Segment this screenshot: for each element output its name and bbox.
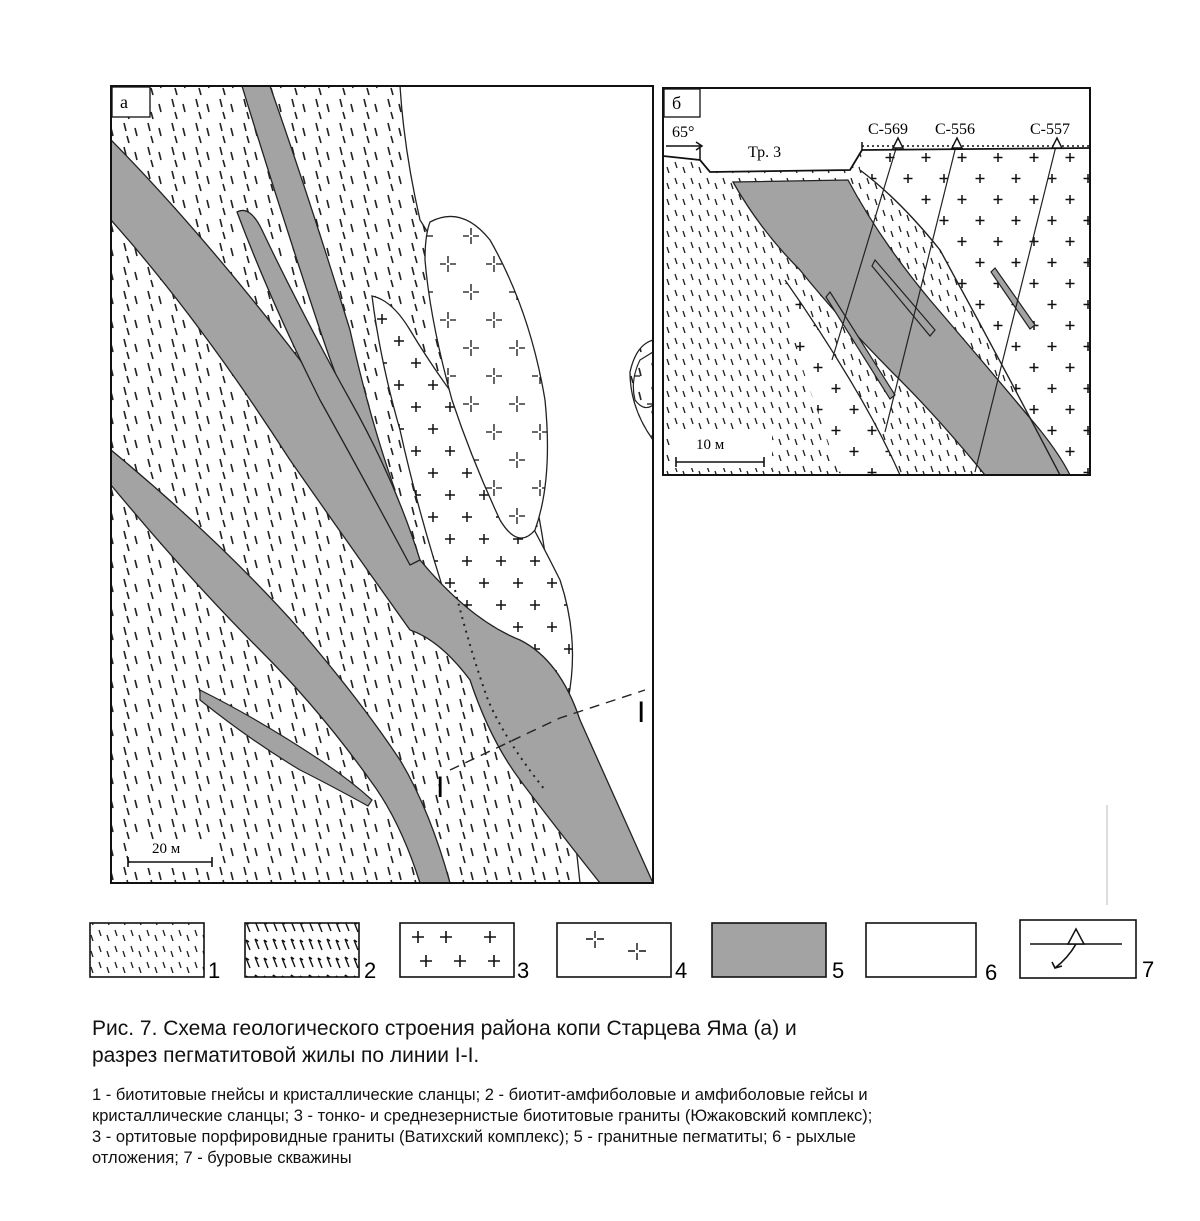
legend-item-1	[90, 923, 220, 983]
legend-item-7	[1020, 920, 1154, 982]
section-panel	[663, 88, 1090, 475]
trench-label: Тр. 3	[748, 144, 782, 161]
map-label-box	[112, 87, 150, 117]
caption-title-line-1: Рис. 7. Схема геологического строения района копи Старцева Яма (а) и	[92, 1017, 797, 1040]
section-scale-label: 10 м	[696, 437, 725, 453]
caption-title-line-2: разрез пегматитовой жилы по линии I-I.	[92, 1044, 480, 1067]
legend-item-2	[245, 923, 376, 983]
legend-item-3	[400, 923, 529, 983]
figure-caption-legend	[92, 1085, 1172, 1169]
legend-item-5	[712, 923, 844, 983]
legend-swatch-5	[712, 923, 826, 977]
caption-legend-line-3: 3 - ортитовые порфировидные граниты (Ватихский комплекс); 5 - гранитные пегматиты; 6 - рыхлые	[92, 1128, 856, 1146]
caption-legend-line-1: 1 - биотитовые гнейсы и кристаллические сланцы; 2 - биотит-амфиболовые и амфиболовые гейсы и	[92, 1086, 868, 1104]
legend-swatch-3	[400, 923, 514, 977]
borehole-label-c569: С-569	[868, 121, 908, 138]
section-label-box	[664, 89, 700, 117]
legend-number-5: 5	[832, 958, 845, 983]
section-marker-left: I	[436, 771, 445, 804]
section-label: б	[672, 93, 682, 113]
legend-number-1: 1	[208, 958, 221, 983]
legend-number-2: 2	[364, 958, 377, 983]
legend-swatch-1	[90, 923, 204, 977]
legend-number-6: 6	[985, 960, 998, 985]
legend-number-7: 7	[1142, 957, 1155, 982]
dip-angle-label: 65°	[672, 124, 695, 141]
legend-number-3: 3	[517, 958, 530, 983]
map-panel	[111, 86, 653, 883]
legend-swatch-4	[557, 923, 671, 977]
legend-item-4	[557, 923, 687, 983]
caption-legend-line-4: отложения; 7 - буровые скважины	[92, 1149, 352, 1167]
legend-number-4: 4	[675, 958, 688, 983]
legend-swatch-6	[866, 923, 976, 977]
legend-swatch-2	[245, 923, 359, 977]
borehole-label-c556: С-556	[935, 121, 975, 138]
borehole-label-c557: С-557	[1030, 121, 1070, 138]
section-marker-right: I	[637, 696, 646, 729]
map-scale-label: 20 м	[152, 841, 181, 857]
caption-legend-line-2: кристаллические сланцы; 3 - тонко- и среднезернистые биотитовые граниты (Южаковский комплекс);	[92, 1107, 873, 1125]
legend	[90, 920, 1154, 985]
figure-caption-title	[92, 1015, 1172, 1069]
legend-item-6	[866, 923, 997, 985]
map-label: а	[120, 92, 128, 112]
legend-swatch-7	[1020, 920, 1136, 978]
